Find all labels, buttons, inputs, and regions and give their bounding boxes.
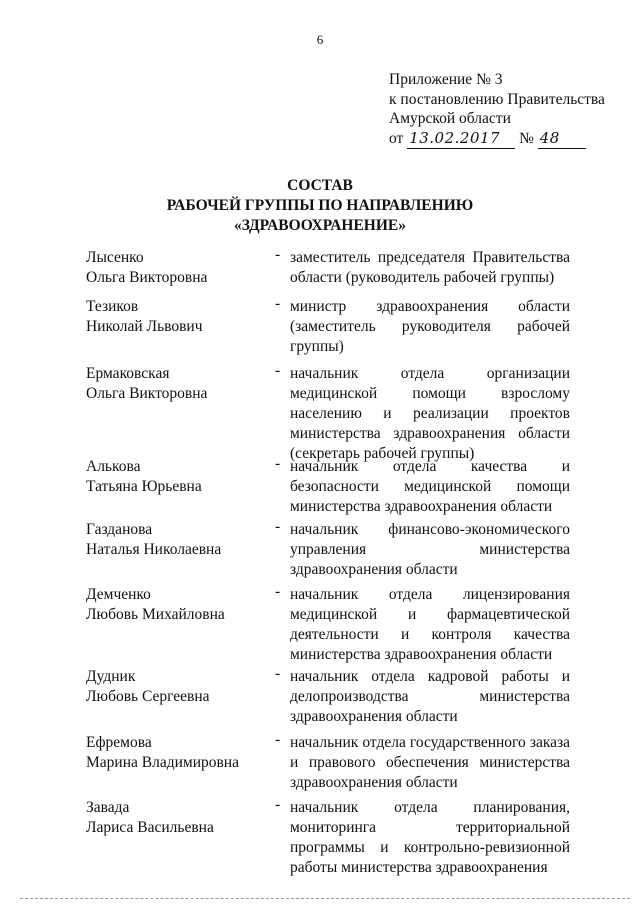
- member-role: министр здравоохранения области (заместитель руководителя рабочей группы): [290, 298, 570, 355]
- member-given-names: Наталья Николаевна: [86, 541, 222, 558]
- member-name: [86, 297, 266, 337]
- handwritten-date: 13.02.2017: [407, 129, 515, 150]
- title-line-1: СОСТАВ: [287, 177, 353, 194]
- handwritten-number: 48: [538, 129, 586, 150]
- member-surname: Газданова: [86, 521, 153, 538]
- appendix-region: Амурской области: [389, 110, 511, 127]
- member-surname: Дудник: [86, 668, 136, 685]
- member-dash: -: [275, 796, 281, 813]
- member-role: начальник отдела лицензирования медицинской и фармацевтической деятельности и контроля качества министерства здравоохранения области: [290, 586, 570, 663]
- appendix-title: Приложение № 3: [389, 71, 503, 88]
- member-role: начальник отдела кадровой работы и делопроизводства министерства здравоохранения области: [290, 668, 570, 725]
- member-dash: -: [275, 295, 281, 312]
- member-dash: -: [275, 731, 281, 748]
- member-given-names: Ольга Викторовна: [86, 385, 208, 402]
- member-given-names: Лариса Васильевна: [86, 819, 214, 836]
- member-dash: -: [275, 583, 281, 600]
- member-name: [86, 364, 266, 404]
- appendix-decree: к постановлению Правительства: [389, 90, 605, 108]
- member-given-names: Николай Львович: [86, 318, 203, 335]
- date-prefix: от: [389, 129, 404, 147]
- member-name: [86, 248, 266, 288]
- member-given-names: Любовь Сергеевна: [86, 688, 210, 705]
- document-title: [0, 176, 640, 236]
- member-dash: -: [275, 246, 281, 263]
- page-number: 6: [316, 32, 324, 47]
- member-given-names: Любовь Михайловна: [86, 606, 225, 623]
- member-role: начальник отдела государственного заказа и правового обеспечения министерства здравоохранения области: [290, 734, 570, 791]
- member-given-names: Татьяна Юрьевна: [86, 478, 202, 495]
- member-role: начальник отдела организации медицинской помощи взрослому населению и реализации проектов министерства здравоохранения области (секретарь рабочей группы): [290, 365, 570, 462]
- member-surname: Завада: [86, 799, 130, 816]
- member-surname: Ефремова: [86, 734, 152, 751]
- member-dash: -: [275, 455, 281, 472]
- member-surname: Лысенко: [86, 249, 144, 266]
- scan-edge-line: [20, 898, 630, 899]
- member-given-names: Марина Владимировна: [86, 754, 239, 771]
- member-given-names: Ольга Викторовна: [86, 269, 208, 286]
- member-surname: Ермаковская: [86, 365, 170, 382]
- member-name: [86, 520, 266, 560]
- member-name: [86, 798, 266, 838]
- title-line-3: «ЗДРАВООХРАНЕНИЕ»: [233, 217, 407, 234]
- member-name: [86, 667, 266, 707]
- member-name: [86, 733, 266, 773]
- member-surname: Тезиков: [86, 298, 139, 315]
- member-role: начальник отдела планирования, мониторинга территориальной программы и контрольно-ревизионной работы министерства здравоохранения: [290, 799, 570, 876]
- member-role: начальник отдела качества и безопасности медицинской помощи министерства здравоохранения области: [290, 458, 570, 515]
- title-line-2: РАБОЧЕЙ ГРУППЫ ПО НАПРАВЛЕНИЮ: [166, 197, 474, 214]
- member-dash: -: [275, 518, 281, 535]
- appendix-header: [389, 70, 605, 149]
- member-dash: -: [275, 362, 281, 379]
- appendix-date-line: [389, 129, 605, 150]
- member-surname: Алькова: [86, 458, 141, 475]
- member-role: заместитель председателя Правительства области (руководитель рабочей группы): [290, 249, 570, 286]
- member-surname: Демченко: [86, 586, 151, 603]
- member-name: [86, 585, 266, 625]
- member-dash: -: [275, 665, 281, 682]
- number-prefix: №: [519, 129, 534, 147]
- member-name: [86, 457, 266, 497]
- member-role: начальник финансово-экономического управления министерства здравоохранения области: [290, 521, 570, 578]
